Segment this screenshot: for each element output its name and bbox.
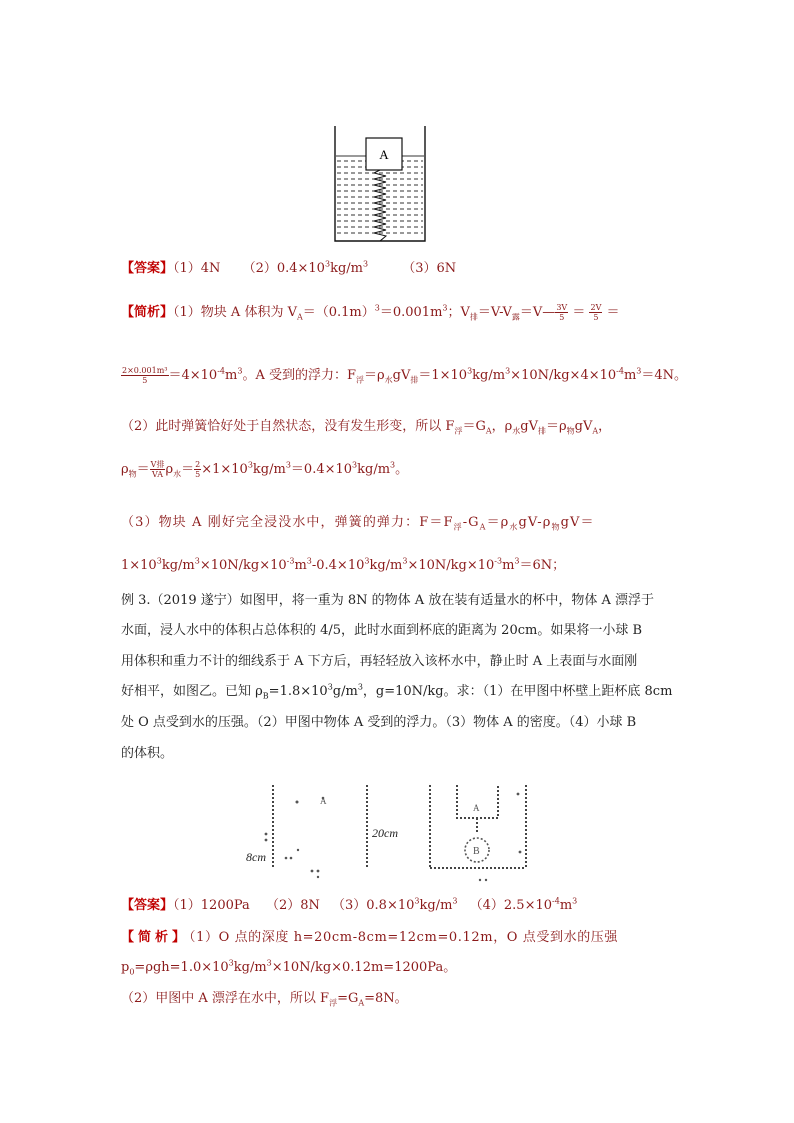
example-3-line-6: 的体积。 (121, 746, 174, 761)
label-20cm: 20cm (372, 826, 398, 840)
label-8cm: 8cm (246, 850, 266, 864)
figure-beaker-spring (330, 124, 430, 246)
ball-b-label: B (473, 846, 480, 857)
analysis-1-line-3: （2）此时弹簧恰好处于自然状态，没有发生形变，所以 $F_浮=G_A$，$\rho_水gV_排=\rho_物gV_A$， (121, 419, 612, 436)
spring (374, 170, 386, 241)
example-3-line-2: 水面，浸人水中的体积占总体积的 4/5，此时水面到杯底的距离为 20cm。如果将一小球 B (121, 623, 643, 638)
analysis-1-line-5: （3）物块 A 刚好完全浸没水中，弹簧的弹力：$F=F_浮-G_A=\rho_水gV-\rho_物gV=$ (121, 515, 595, 532)
example-3-line-4: 好相平，如图乙。已知 $\rho_B=1.8\times 10^3g/m^3$，g=10N/kg。求：（1）在甲图中杯壁上距杯底 8cm (121, 682, 673, 701)
analysis-1-line-4: $\rho_物=$ $\frac{\text{V排}}{VA}$ $\rho_水=$ $\frac{2}{5}$ $\times 1\times 10^3kg/m^3=0.4\times 10^3kg/m^3$。 (121, 460, 409, 479)
analysis-2-line-1: 【简析】（1）O 点的深度 h=20cm-8cm=12cm=0.12m，O 点受到水的压强 (121, 930, 618, 945)
figure-two-beakers (240, 780, 540, 890)
figure-right-a-label: A (473, 803, 480, 813)
analysis-1-line-6: $1\times 10^3kg/m^3\times 10N/kg\times 10^{-3}m^3-0.4\times 10^3kg/m^3\times 10N/kg\times 10^{-3}m^3=6N$； (121, 556, 566, 573)
answer-2: 【答案】（1）1200Pa （2）8N $(3)0.8\times 10^3kg/m^3$ $(4)2.5\times 10^{-4}m^3$ (121, 896, 578, 913)
analysis-2-line-3: （2）甲图中 A 漂浮在水中，所以 $F_浮=G_A=8N$。 (121, 991, 408, 1008)
analysis-2-line-2: $p_0=\rho gh=1.0\times 10^3kg/m^3\times 10N/kg\times 0.12m=1200Pa$。 (121, 958, 457, 977)
analysis-1-line-2: $\frac{\text{2×0.001m³}}{5}$ $=4\times 10^{-4}m^3$。A 受到的浮力：$F_浮=\rho_水gV_排=1\times 10^3kg/m^3\times 10N/kg\times 4\times 10^{-4}m^3=4N$。 (122, 366, 688, 385)
example-3-line-5: 处 O 点受到水的压强。（2）甲图中物体 A 受到的浮力。（3）物体 A 的密度。（4）小球 B (121, 715, 637, 730)
figure-left-a-label: A (320, 796, 327, 806)
analysis-1-line-1: 【简析】（1）物块 A 体积为 $V_A=(0.1m)^3=0.001m^3$；$V_排=V-V_露=V—$ $\frac{3V}{5}$ ＝ $\frac{2V}{5}$ ＝ (121, 303, 620, 322)
example-3-line-3: 用体积和重力不计的细线系于 A 下方后，再轻轻放入该杯水中，静止时 A 上表面与水面刚 (121, 654, 638, 669)
answer-label: 【答案】 (121, 261, 174, 276)
block-a-label: A (379, 147, 389, 162)
answer-1: 【答案】（1）4N $(2)0.4\times 10^3kg/m^3$ （3）6N (121, 259, 457, 276)
example-3-line-1: 例 3.（2019 遂宁）如图甲，将一重为 8N 的物体 A 放在装有适量水的杯中，物体 A 漂浮于 (121, 593, 654, 608)
